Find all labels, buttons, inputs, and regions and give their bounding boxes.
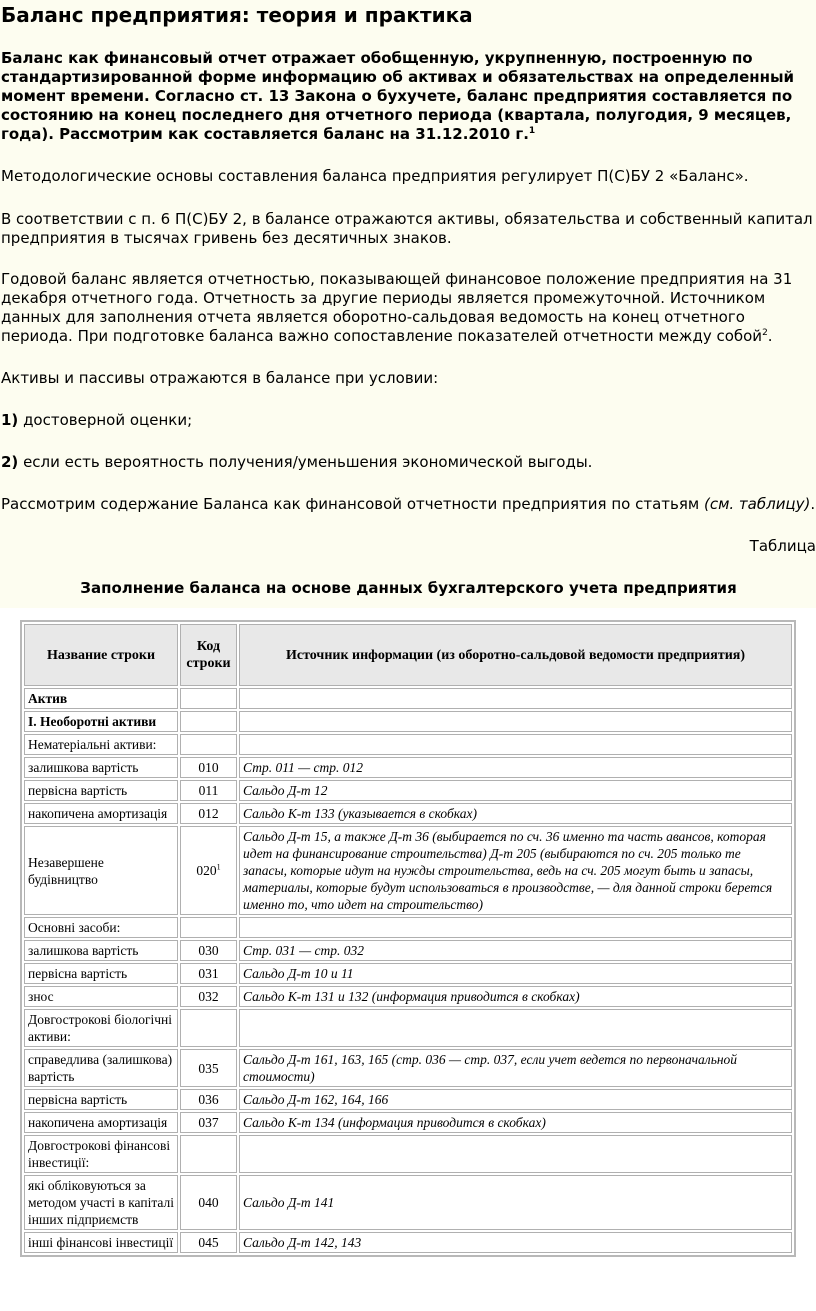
row-code: $020^1$ (180, 826, 237, 915)
row-source (239, 917, 792, 938)
table-row (24, 1232, 792, 1253)
row-code: 031 (180, 963, 237, 984)
row-code: 032 (180, 986, 237, 1007)
row-name: первісна вартість (24, 1089, 178, 1110)
row-name: накопичена амортизація (24, 803, 178, 824)
footnote-ref[interactable]: 1 (528, 126, 536, 136)
table-row (24, 780, 792, 801)
row-name: Довгострокові фінансові інвестиції: (24, 1135, 178, 1173)
row-code: 012 (180, 803, 237, 824)
list-item-1: 1) достоверной оценки; (1, 411, 193, 429)
row-code: 035 (180, 1049, 237, 1087)
row-code (180, 734, 237, 755)
table-row (24, 940, 792, 961)
footnote-ref[interactable]: 2 (762, 328, 768, 338)
row-name: справедлива (залишкова) вартість (24, 1049, 178, 1087)
row-source: Сальдо Д-т 162, 164, 166 (239, 1089, 792, 1110)
table-row (24, 1049, 792, 1087)
row-code: 030 (180, 940, 237, 961)
table-row (24, 1112, 792, 1133)
header-code: Код строки (180, 624, 237, 686)
row-source (239, 734, 792, 755)
row-code: 010 (180, 757, 237, 778)
table-row (24, 734, 792, 755)
table-caption: Заполнение баланса на основе данных бухгалтерского учета предприятия (80, 579, 737, 597)
row-source (239, 1009, 792, 1047)
table-row (24, 1009, 792, 1047)
balance-table (20, 620, 796, 1257)
row-code: 036 (180, 1089, 237, 1110)
table-row (24, 688, 792, 709)
paragraph-annual-balance: Годовой баланс является отчетностью, показывающей финансовое положение предприятия на 31 декабря отчетного года. Отчетность за другие периоды является промежуточной. Источником данных для заполнения отчета является оборотно-сальдовая ведомость на конец отчетного периода. При подготовке баланса важно сопоставление показателей отчетности между собой$^2$. (1, 270, 793, 345)
row-name: первісна вартість (24, 780, 178, 801)
row-code: 045 (180, 1232, 237, 1253)
header-name: Название строки (24, 624, 178, 686)
paragraph-methodology: Методологические основы составления баланса предприятия регулирует П(С)БУ 2 «Баланс». (1, 167, 749, 185)
row-source: Сальдо Д-т 161, 163, 165 (стр. 036 — стр. 037, если учет ведется по первоначальной стоимости) (239, 1049, 792, 1087)
row-source: Сальдо Д-т 142, 143 (239, 1232, 792, 1253)
row-source (239, 688, 792, 709)
table-row (24, 986, 792, 1007)
row-source: Стр. 031 — стр. 032 (239, 940, 792, 961)
list-item-2: 2) если есть вероятность получения/уменьшения экономической выгоды. (1, 453, 593, 471)
row-source: Сальдо Д-т 15, а также Д-т 36 (выбирается по сч. 36 именно та часть авансов, которая идет на финансирование строительства) Д-т 205 (выбираются по сч. 205 только те запасы, которые идут на нужды строительства, ведь на сч. 205 могут быть и запасы, материалы, которые будут использоваться в производстве, — для данной строки берется именно то, что идет на строительство) (239, 826, 792, 915)
row-source (239, 711, 792, 732)
article-title: Баланс предприятия: теория и практика (1, 3, 473, 27)
row-source (239, 1135, 792, 1173)
row-source: Сальдо К-т 134 (информация приводится в скобках) (239, 1112, 792, 1133)
row-name: залишкова вартість (24, 940, 178, 961)
header-source: Источник информации (из оборотно-сальдовой ведомости предприятия) (239, 624, 792, 686)
row-name: Довгострокові біологічні активи: (24, 1009, 178, 1047)
paragraph-conditions: Активы и пассивы отражаются в балансе при условии: (1, 369, 439, 387)
row-name: Незавершене будівництво (24, 826, 178, 915)
row-code: 037 (180, 1112, 237, 1133)
row-name: первісна вартість (24, 963, 178, 984)
row-code (180, 688, 237, 709)
table-row (24, 711, 792, 732)
row-source: Сальдо К-т 131 и 132 (информация приводится в скобках) (239, 986, 792, 1007)
table-row (24, 1135, 792, 1173)
row-code (180, 1135, 237, 1173)
row-source: Сальдо Д-т 12 (239, 780, 792, 801)
row-code (180, 1009, 237, 1047)
table-label: Таблица (749, 537, 816, 555)
table-row (24, 1175, 792, 1230)
table-row (24, 917, 792, 938)
row-name: Нематеріальні активи: (24, 734, 178, 755)
paragraph-units: В соответствии с п. 6 П(С)БУ 2, в балансе отражаются активы, обязательства и собственный капитал предприятия в тысячах гривень без десятичных знаков. (1, 210, 813, 247)
table-row (24, 803, 792, 824)
footnote-ref[interactable]: 1 (216, 862, 221, 872)
row-name: Основні засоби: (24, 917, 178, 938)
table-row (24, 963, 792, 984)
row-code: 040 (180, 1175, 237, 1230)
table-row (24, 826, 792, 915)
row-name: I. Необоротні активи (24, 711, 178, 732)
row-name: знос (24, 986, 178, 1007)
article-lead: Баланс как финансовый отчет отражает обобщенную, укрупненную, построенную по стандартизированной форме информацию об активах и обязательствах на определенный момент времени. Согласно ст. 13 Закона о бухучете, баланс предприятия составляется по состоянию на конец последнего дня отчетного периода (квартала, полугодия, 9 месяцев, года). Рассмотрим как составляется баланс на 31.12.2010 г.$^1$ (1, 49, 795, 143)
row-code (180, 917, 237, 938)
row-source: Сальдо Д-т 141 (239, 1175, 792, 1230)
row-code (180, 711, 237, 732)
row-code: 011 (180, 780, 237, 801)
row-name: залишкова вартість (24, 757, 178, 778)
row-name: Актив (24, 688, 178, 709)
article-area (0, 0, 816, 608)
row-source: Сальдо К-т 133 (указывается в скобках) (239, 803, 792, 824)
table-row (24, 1089, 792, 1110)
row-name: накопичена амортизація (24, 1112, 178, 1133)
row-source: Сальдо Д-т 10 и 11 (239, 963, 792, 984)
row-source: Стр. 011 — стр. 012 (239, 757, 792, 778)
row-name: які обліковуються за методом участі в капіталі інших підприємств (24, 1175, 178, 1230)
table-header-row (24, 624, 792, 686)
row-name: інші фінансові інвестиції (24, 1232, 178, 1253)
table-row (24, 757, 792, 778)
paragraph-contents: Рассмотрим содержание Баланса как финансовой отчетности предприятия по статьям (см. таблицу). (1, 495, 816, 513)
